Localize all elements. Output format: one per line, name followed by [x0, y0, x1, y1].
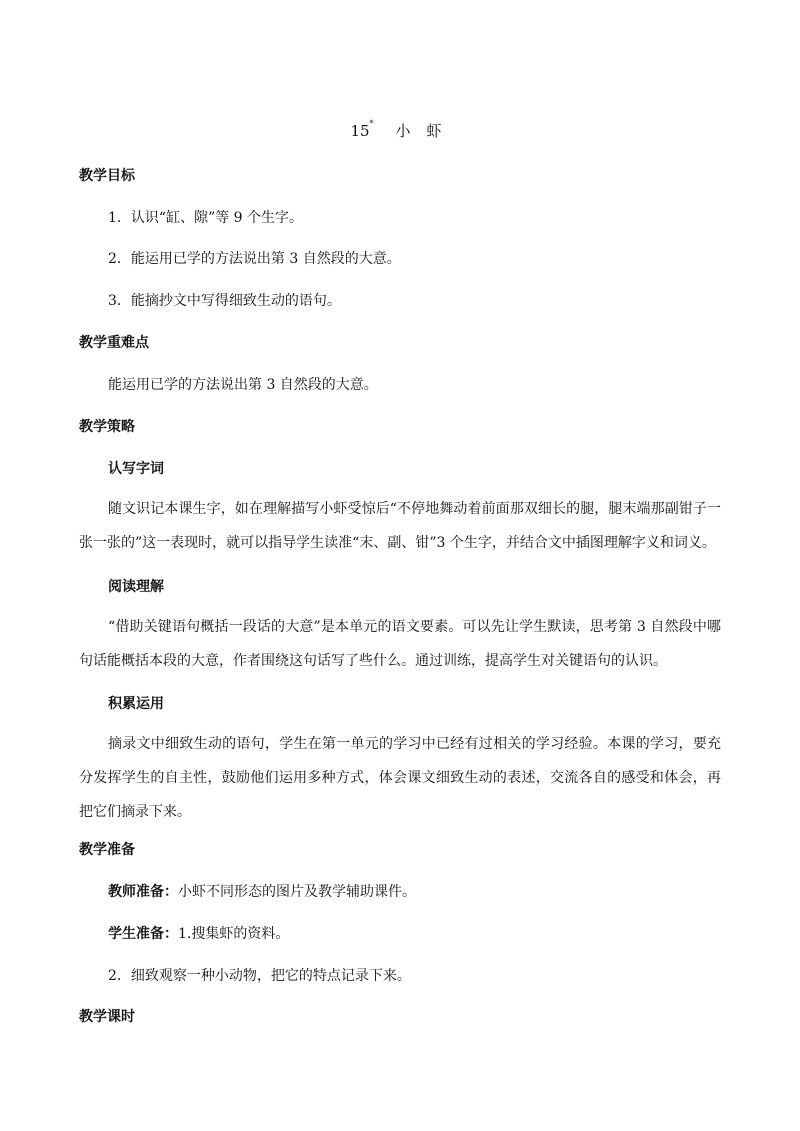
prep-heading: 教学准备: [79, 842, 135, 858]
lesson-title-char-1: 小: [395, 122, 411, 140]
goal-item-3: 3．能摘抄文中写得细致生动的语句。: [108, 293, 341, 309]
student-prep: [108, 923, 289, 943]
student-prep-item-2: 2．细致观察一种小动物，把它的特点记录下来。: [108, 968, 411, 984]
student-prep-text: 1.搜集虾的资料。: [178, 926, 290, 942]
goals-heading: 教学目标: [79, 168, 135, 184]
key-points-text: 能运用已学的方法说出第 3 自然段的大意。: [108, 377, 378, 393]
strategy-paragraph-3: 摘录文中细致生动的语句，学生在第一单元的学习中已经有过相关的学习经验。本课的学习，要充分发挥学生的自主性，鼓励他们运用多种方式，体会课文细致生动的表述，交流各自的感受和体会，再把它们摘录下来。: [79, 736, 721, 820]
key-points-heading: 教学重难点: [79, 335, 149, 351]
teacher-prep-label: 教师准备：: [108, 884, 178, 900]
teacher-prep: [108, 881, 416, 901]
lesson-title-char-2: 虾: [426, 122, 442, 140]
hours-heading: 教学课时: [79, 1009, 135, 1025]
student-prep-label: 学生准备：: [108, 926, 178, 942]
strategy-sub-heading-2: 阅读理解: [108, 579, 164, 595]
strategy-sub-heading-3: 积累运用: [108, 696, 164, 712]
lesson-title: [0, 120, 800, 141]
strategy-sub-heading-1: 认写字词: [108, 461, 164, 477]
lesson-mark: *: [369, 119, 374, 128]
strategy-paragraph-2: “借助关键语句概括一段话的大意”是本单元的语文要素。可以先让学生默读，思考第 3 自然段中哪句话能概括本段的大意，作者围绕这句话写了些什么。通过训练，提高学生对关键语句的认识。: [79, 619, 721, 669]
goal-item-1: 1．认识“缸、隙”等 9 个生字。: [108, 210, 304, 226]
lesson-number: 15: [350, 122, 370, 140]
goal-item-2: 2．能运用已学的方法说出第 3 自然段的大意。: [108, 251, 401, 267]
teacher-prep-text: 小虾不同形态的图片及教学辅助课件。: [178, 884, 416, 900]
strategy-paragraph-1: 随文识记本课生字，如在理解描写小虾受惊后“不停地舞动着前面那双细长的腿，腿末端那副钳子一张一张的”这一表现时，就可以指导学生读准“末、副、钳”3 个生字，并结合文中插图理解字义和词义。: [79, 501, 721, 551]
strategy-heading: 教学策略: [79, 419, 135, 435]
